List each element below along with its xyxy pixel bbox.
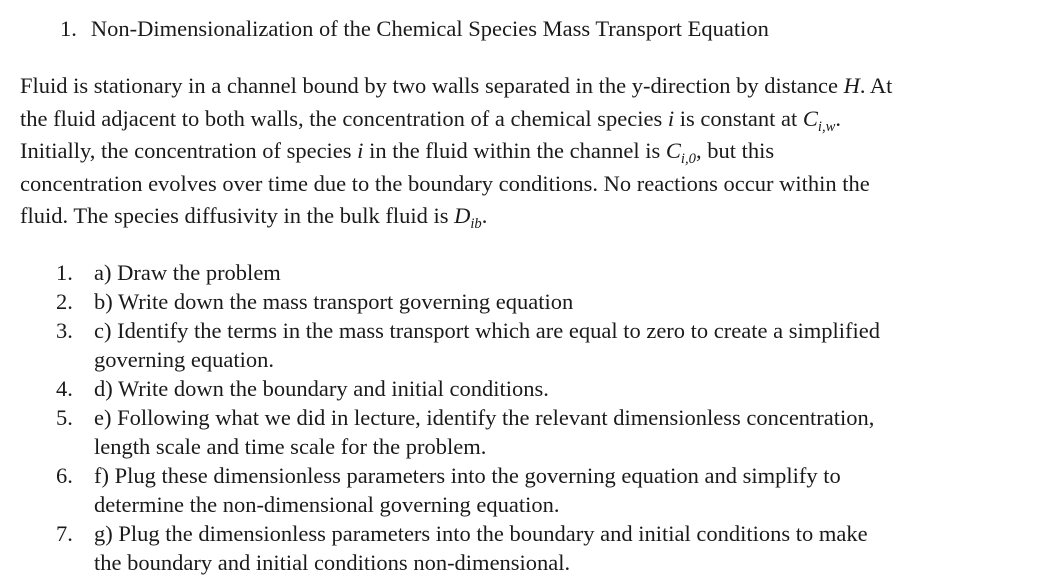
task-number: 3. [56,318,73,343]
var-H: H [843,73,860,98]
intro-line-5 [20,200,1020,233]
task-text: the boundary and initial conditions non-dimensional. [94,550,571,575]
task-item [56,461,1016,519]
intro-text: Fluid is stationary in a channel bound by two walls separated in the y-direction by distance [20,73,844,98]
symbol-C: C [665,138,681,163]
task-item [56,374,1016,403]
task-text: c) Identify the terms in the mass transport which are equal to zero to create a simplified [94,318,880,343]
section-heading [60,14,769,44]
intro-line-3 [20,135,1020,168]
task-text: determine the non-dimensional governing equation. [94,492,560,517]
task-number: 1. [56,260,73,285]
task-item [56,287,1016,316]
symbol-C: C [802,105,818,131]
task-text: b) Write down the mass transport governing equation [94,289,574,314]
task-item [56,258,1016,287]
task-list [56,258,1016,577]
task-number: 6. [56,463,73,488]
heading-number: 1. [60,16,77,41]
intro-text: is constant at [674,105,803,131]
task-item [56,519,1016,577]
task-text: d) Write down the boundary and initial conditions. [94,376,549,401]
task-number: 7. [56,521,73,546]
task-text: length scale and time scale for the problem. [94,434,487,459]
task-number: 4. [56,376,73,401]
intro-text: . At [859,73,893,98]
intro-text: . [835,105,841,131]
subscript-ib: ib [470,216,482,233]
task-item [56,316,1016,374]
intro-line-4: concentration evolves over time due to the boundary conditions. No reactions occur within the [20,170,870,196]
task-text: e) Following what we did in lecture, identify the relevant dimensionless concentration, [94,405,875,430]
var-i: i [357,138,364,163]
intro-text: fluid. The species diffusivity in the bulk fluid is [20,203,455,228]
subscript-i0: i,0 [680,151,696,168]
problem-statement [20,70,1020,233]
intro-text: , but this [695,138,775,163]
intro-text: the fluid adjacent to both walls, the concentration of a chemical species [20,105,668,131]
symbol-D: D [454,203,471,228]
task-text: g) Plug the dimensionless parameters into the boundary and initial conditions to make [94,521,868,546]
intro-text: Initially, the concentration of species [20,138,358,163]
task-text: f) Plug these dimensionless parameters into the governing equation and simplify to [94,463,841,488]
intro-line-2 [20,103,1020,136]
task-text: governing equation. [94,347,274,372]
task-item [56,403,1016,461]
var-i: i [667,105,675,131]
task-text: a) Draw the problem [94,260,281,285]
intro-text: . [481,203,488,228]
task-number: 2. [56,289,73,314]
intro-line-1 [20,70,1020,103]
intro-text: in the fluid within the channel is [363,138,666,163]
heading-title: Non-Dimensionalization of the Chemical Species Mass Transport Equation [90,16,769,41]
subscript-iw: i,w [817,118,836,135]
task-number: 5. [56,405,73,430]
